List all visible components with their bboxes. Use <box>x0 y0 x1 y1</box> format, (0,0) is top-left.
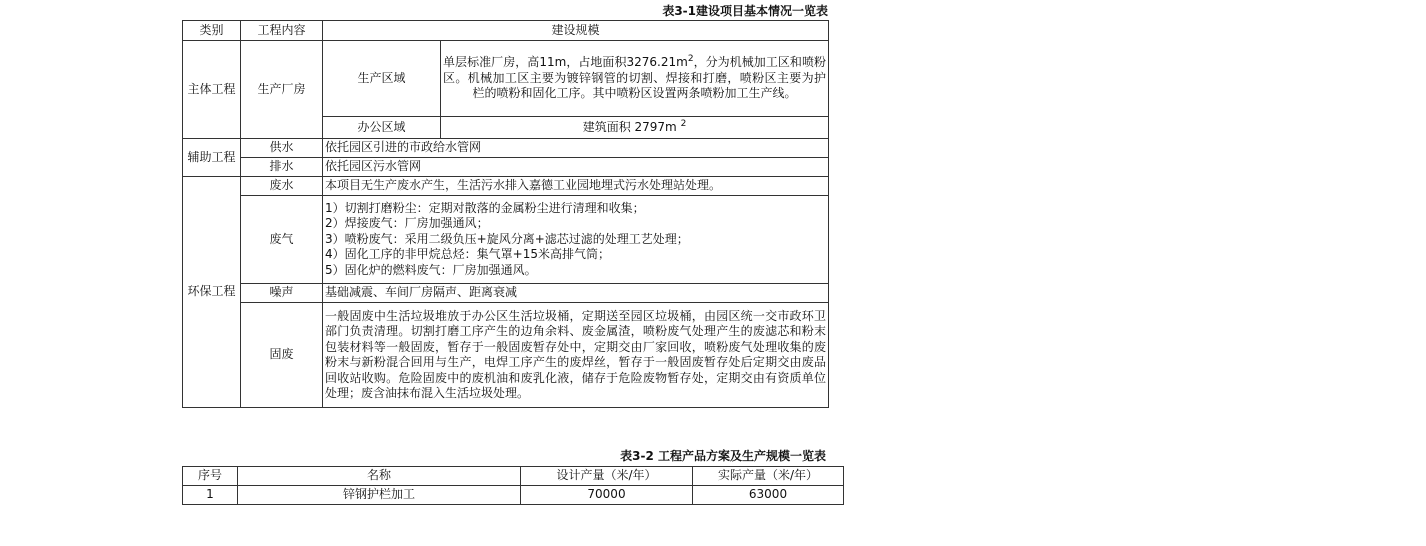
table-row <box>183 41 829 117</box>
waste-gas-line: 5）固化炉的燃料废气：厂房加强通风。 <box>325 262 537 277</box>
solid-waste-desc: 一般固废中生活垃圾堆放于办公区生活垃圾桶，定期送至园区垃圾桶，由园区统一交市政环卫部门负责清理。切割打磨工序产生的边角余料、废金属渣，喷粉废气处理产生的废滤芯和粉末包装材料等一般固废，暂存于一般固废暂存处中，定期交由厂家回收，喷粉废气处理收集的废粉末与新粉混合回用与生产，电焊工序产生的废焊丝，暂存于一般固废暂存处后定期交由废品回收站收购。危险固废中的废机油和废乳化液，储存于危险废物暂存处，定期交由有资质单位处理；废含油抹布混入生活垃圾处理。 <box>323 303 829 408</box>
main-item: 生产厂房 <box>241 41 323 139</box>
table-row <box>183 303 829 408</box>
waste-gas-line: 3）喷粉废气：采用二级负压+旋风分离+滤芯过滤的处理工艺处理； <box>325 231 689 246</box>
env-category: 环保工程 <box>183 177 241 408</box>
waste-gas-item: 废气 <box>241 196 323 284</box>
row-design-output: 70000 <box>521 486 693 505</box>
wastewater-item: 废水 <box>241 177 323 196</box>
row-actual-output: 63000 <box>693 486 844 505</box>
aux-category: 辅助工程 <box>183 139 241 177</box>
drainage-item: 排水 <box>241 158 323 177</box>
product-scale-table <box>182 466 844 505</box>
header-design-output: 设计产量（米/年） <box>521 467 693 486</box>
header-name: 名称 <box>238 467 521 486</box>
wastewater-desc: 本项目无生产废水产生，生活污水排入嘉德工业园地埋式污水处理站处理。 <box>323 177 829 196</box>
solid-waste-item: 固废 <box>241 303 323 408</box>
water-supply-desc: 依托园区引进的市政给水管网 <box>323 139 829 158</box>
table-row <box>183 158 829 177</box>
project-basic-info-table <box>182 20 829 408</box>
prod-area-name: 生产区域 <box>323 41 441 117</box>
water-supply-item: 供水 <box>241 139 323 158</box>
header-content: 工程内容 <box>241 21 323 41</box>
office-name: 办公区域 <box>323 117 441 139</box>
prod-area-desc: 单层标准厂房，高11m，占地面积$3276.21m^2$，分为机械加工区和喷粉区。机械加工区主要为镀锌钢管的切割、焊接和打磨，喷粉区主要为护栏的喷粉和固化工序。其中喷粉区设置两条喷粉加工生产线。 <box>441 41 829 117</box>
table-row <box>183 284 829 303</box>
table2-header-row <box>183 467 844 486</box>
header-category: 类别 <box>183 21 241 41</box>
row-no: 1 <box>183 486 238 505</box>
table1-caption: 表3-1建设项目基本情况一览表 <box>662 4 828 18</box>
main-category: 主体工程 <box>183 41 241 139</box>
table-row <box>183 139 829 158</box>
row-name: 锌钢护栏加工 <box>238 486 521 505</box>
table2-caption: 表3-2 工程产品方案及生产规模一览表 <box>620 449 826 463</box>
waste-gas-desc <box>323 196 829 284</box>
noise-item: 噪声 <box>241 284 323 303</box>
table-row <box>183 486 844 505</box>
table-row <box>183 177 829 196</box>
header-scale: 建设规模 <box>323 21 829 41</box>
header-actual-output: 实际产量（米/年） <box>693 467 844 486</box>
table-row <box>183 196 829 284</box>
table1-header-row <box>183 21 829 41</box>
waste-gas-line: 2）焊接废气：厂房加强通风； <box>325 216 489 231</box>
header-no: 序号 <box>183 467 238 486</box>
waste-gas-line: 1）切割打磨粉尘：定期对散落的金属粉尘进行清理和收集； <box>325 200 645 215</box>
waste-gas-line: 4）固化工序的非甲烷总烃：集气罩+15米高排气筒； <box>325 247 610 262</box>
office-desc: 建筑面积 2797m $^2$ <box>441 117 829 139</box>
drainage-desc: 依托园区污水管网 <box>323 158 829 177</box>
noise-desc: 基础减震、车间厂房隔声、距离衰减 <box>323 284 829 303</box>
